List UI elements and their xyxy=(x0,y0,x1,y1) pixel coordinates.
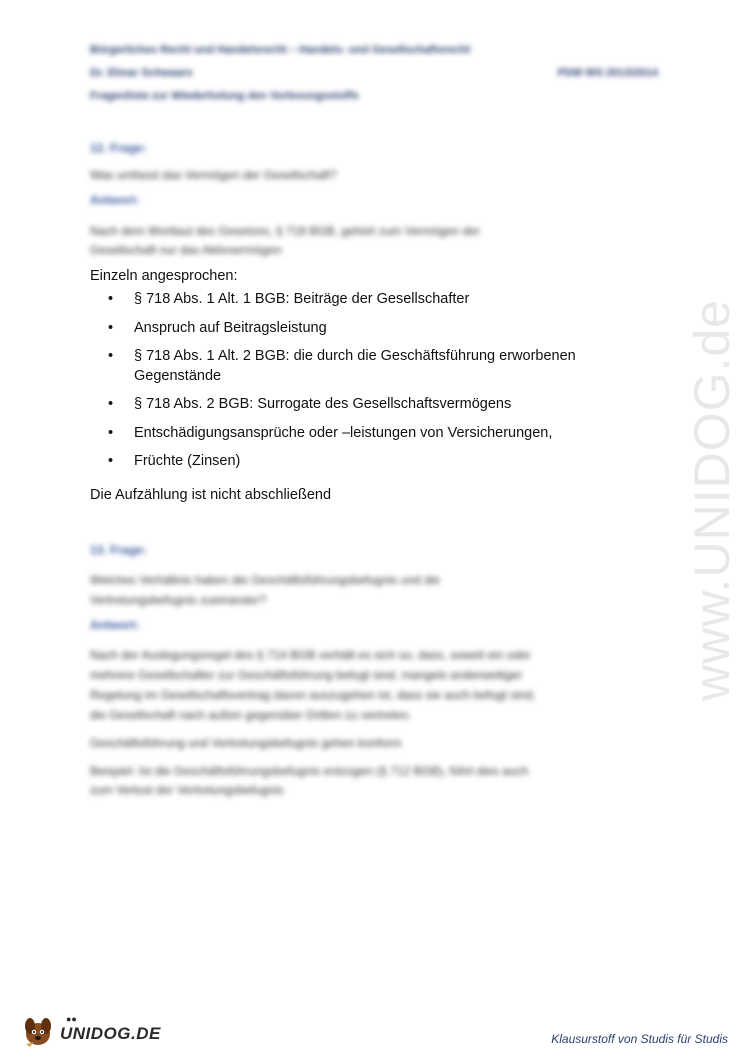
header-lecturer: Dr. Elmar Schwaars xyxy=(90,67,193,79)
answer-13-example-2: zum Verlust der Vertretungsbefugnis xyxy=(90,783,284,797)
answer-12-label: Antwort: xyxy=(90,193,140,207)
list-item: • Früchte (Zinsen) xyxy=(90,452,630,472)
question-12-label: 12. Frage: xyxy=(90,141,147,155)
header-semester: PDM WS 2013/2014 xyxy=(557,67,658,79)
question-13-label: 13. Frage: xyxy=(90,543,147,557)
paw-icon: ●● xyxy=(66,1014,77,1024)
question-13-line-2: Vertretungsbefugnis zueinander? xyxy=(90,593,267,607)
bullet-icon: • xyxy=(108,396,114,412)
answer-13-label: Antwort: xyxy=(90,618,140,632)
logo-text: UNIDOG.DE xyxy=(60,1024,161,1043)
answer-13-line-2: mehrere Gesellschafter zur Geschäftsführung befugt sind, mangels anderweitiger xyxy=(90,668,523,682)
header-course-title: Bürgerliches Recht und Handelsrecht – Handels- und Gesellschaftsrecht xyxy=(90,44,471,56)
footer-tagline: Klausurstoff von Studis für Studis xyxy=(551,1032,728,1046)
bullet-icon: • xyxy=(108,319,114,336)
bullet-icon: • xyxy=(108,348,114,364)
items-closing: Die Aufzählung ist nicht abschließend xyxy=(90,487,332,503)
bullet-icon: • xyxy=(108,291,114,307)
list-item: • § 718 Abs. 1 Alt. 2 BGB: die durch die Geschäftsführung erworbenen Gegenstände xyxy=(108,348,576,384)
item-list xyxy=(90,290,630,481)
answer-13-line-4: die Gesellschaft nach außen gegenüber Dritten zu vertreten. xyxy=(90,708,412,722)
answer-13-note: Geschäftsführung und Vertretungsbefugnis gehen konform xyxy=(90,736,402,750)
list-item: • § 718 Abs. 1 Alt. 1 BGB: Beiträge der Gesellschafter xyxy=(90,290,630,310)
items-intro: Einzeln angesprochen: xyxy=(90,268,238,284)
answer-13-line-1: Nach der Auslegungsregel des § 714 BGB verhält es sich so, dass, soweit ein oder xyxy=(90,648,531,662)
header-subtitle: Fragenliste zur Wiederholung des Vorlesungsstoffs xyxy=(90,90,359,102)
question-13-line-1: Welches Verhältnis haben die Geschäftsführungsbefugnis und die xyxy=(90,573,441,587)
dog-mascot-icon xyxy=(20,1012,60,1048)
answer-12-line-2: Gesellschaft nur das Aktivvermögen xyxy=(90,243,282,257)
question-12-text: Was umfasst das Vermögen der Gesellschaft? xyxy=(90,168,337,182)
bullet-icon: • xyxy=(108,453,114,469)
answer-13-example-1: Beispiel: Ist die Geschäftsführungsbefugnis entzogen (§ 712 BGB), führt dies auch xyxy=(90,764,529,778)
list-item: • § 718 Abs. 2 BGB: Surrogate des Gesellschaftsvermögens xyxy=(90,395,630,415)
watermark-text: www.UNIDOG.de xyxy=(684,299,740,701)
list-item: • Entschädigungsansprüche oder –leistungen von Versicherungen, xyxy=(90,424,630,444)
answer-12-line-1: Nach dem Wortlaut des Gesetzes, § 718 BGB, gehört zum Vermögen der xyxy=(90,224,480,238)
answer-13-line-3: Regelung im Gesellschaftsvertrag davon auszugehen ist, dass sie auch befugt sind, xyxy=(90,688,536,702)
list-item: • Anspruch auf Beitragsleistung xyxy=(90,319,630,339)
unidog-logo[interactable] xyxy=(20,1012,160,1048)
bullet-icon: • xyxy=(108,424,114,441)
